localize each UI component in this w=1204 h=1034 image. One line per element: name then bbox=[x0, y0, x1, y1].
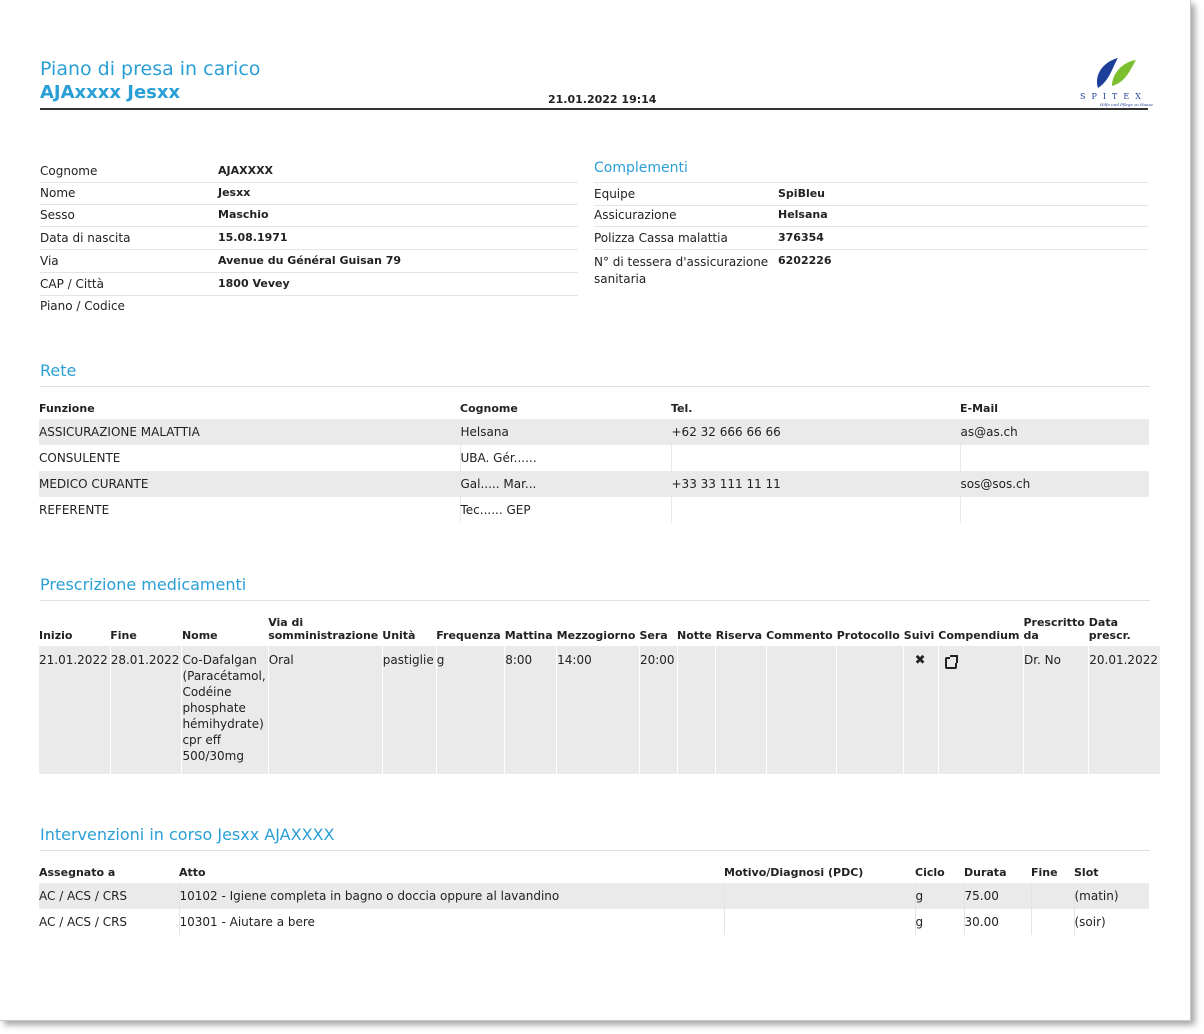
cell-slot: (soir) bbox=[1074, 909, 1149, 935]
cell-email: as@as.ch bbox=[960, 419, 1149, 445]
col-data-line2: prescr. bbox=[1088, 629, 1131, 642]
cell-assegnato: AC / ACS / CRS bbox=[39, 883, 179, 909]
field-value: 15.08.1971 bbox=[218, 231, 288, 244]
cell-nome bbox=[182, 646, 268, 774]
nome-line: phosphate bbox=[182, 701, 246, 715]
cell-funzione: CONSULENTE bbox=[39, 445, 460, 471]
cell-fine: 28.01.2022 bbox=[110, 646, 182, 774]
cell-tel bbox=[671, 445, 960, 471]
cell-unita: pastiglie bbox=[382, 646, 436, 774]
col-prescritto-line1: Prescritto bbox=[1023, 616, 1085, 629]
field-label: Piano / Codice bbox=[40, 299, 125, 313]
cell-funzione: REFERENTE bbox=[39, 497, 460, 523]
complementi-row bbox=[594, 182, 1148, 206]
cell-atto: 10301 - Aiutare a bere bbox=[179, 909, 724, 935]
field-label: Via bbox=[40, 254, 59, 268]
complementi-row bbox=[594, 204, 1148, 227]
nome-line: Codéine bbox=[182, 685, 232, 699]
col-suivi: Suivi bbox=[903, 629, 935, 642]
field-label: Nome bbox=[40, 186, 76, 200]
cell-via: Oral bbox=[268, 646, 382, 774]
close-icon[interactable]: ✖ bbox=[914, 653, 926, 668]
col-riserva: Riserva bbox=[715, 629, 763, 642]
table-header-row bbox=[39, 614, 1160, 646]
table-row bbox=[39, 497, 1149, 523]
personal-row bbox=[40, 182, 578, 205]
cell-mattina: 8:00 bbox=[505, 646, 557, 774]
interventi-table bbox=[39, 864, 1149, 935]
cell-durata: 30.00 bbox=[964, 909, 1031, 935]
nome-line: cpr eff bbox=[182, 733, 222, 747]
col-data-line1: Data bbox=[1088, 616, 1119, 629]
header-divider bbox=[40, 108, 1148, 110]
field-value: Maschio bbox=[218, 208, 269, 221]
field-label-line1: N° di tessera d'assicurazione bbox=[594, 255, 769, 269]
rete-table bbox=[39, 400, 1149, 523]
external-link-icon[interactable] bbox=[945, 655, 957, 667]
field-value: Helsana bbox=[778, 208, 828, 221]
field-label: Data di nascita bbox=[40, 231, 131, 245]
cell-durata: 75.00 bbox=[964, 883, 1031, 909]
col-fine: Fine bbox=[110, 629, 137, 642]
spitex-leaf-icon bbox=[1076, 54, 1150, 92]
col-mattina: Mattina bbox=[504, 629, 553, 642]
field-label bbox=[594, 254, 768, 288]
cell-funzione: MEDICO CURANTE bbox=[39, 471, 460, 497]
cell-slot: (matin) bbox=[1074, 883, 1149, 909]
field-label-line2: sanitaria bbox=[594, 272, 647, 286]
patient-name: AJAxxxx Jesxx bbox=[40, 82, 181, 103]
nome-line: hémihydrate) bbox=[182, 717, 264, 731]
col-compendium: Compendium bbox=[938, 629, 1020, 642]
col-durata: Durata bbox=[964, 866, 1007, 879]
cell-assegnato: AC / ACS / CRS bbox=[39, 909, 179, 935]
col-notte: Notte bbox=[677, 629, 712, 642]
col-cognome: Cognome bbox=[460, 402, 518, 415]
col-via-line1: Via di bbox=[268, 616, 304, 629]
table-row bbox=[39, 445, 1149, 471]
cell-cognome: Helsana bbox=[460, 419, 671, 445]
personal-row bbox=[40, 227, 578, 250]
nome-line: Co-Dafalgan bbox=[182, 653, 257, 667]
cell-frequenza: g bbox=[436, 646, 505, 774]
cell-suivi[interactable] bbox=[904, 646, 938, 774]
col-inizio: Inizio bbox=[39, 629, 73, 642]
rete-divider bbox=[40, 386, 1150, 387]
col-mezzogiorno: Mezzogiorno bbox=[556, 629, 636, 642]
col-prescritto-line2: da bbox=[1023, 629, 1039, 642]
cell-fine bbox=[1031, 909, 1074, 935]
personal-row bbox=[40, 295, 578, 317]
col-slot: Slot bbox=[1074, 866, 1099, 879]
col-prescritto bbox=[1023, 614, 1088, 646]
cell-protocollo bbox=[837, 646, 904, 774]
cell-prescritto: Dr. No bbox=[1023, 646, 1088, 774]
table-header-row bbox=[39, 400, 1149, 419]
col-sera: Sera bbox=[639, 629, 668, 642]
interventi-divider bbox=[40, 850, 1150, 851]
field-value: Jesxx bbox=[218, 186, 251, 199]
cell-commento bbox=[766, 646, 837, 774]
spitex-logo bbox=[1076, 54, 1153, 108]
table-row bbox=[39, 419, 1149, 445]
cell-funzione: ASSICURAZIONE MALATTIA bbox=[39, 419, 460, 445]
cell-data-prescr: 20.01.2022 bbox=[1089, 646, 1160, 774]
cell-email bbox=[960, 445, 1149, 471]
col-nome: Nome bbox=[181, 629, 218, 642]
cell-email bbox=[960, 497, 1149, 523]
col-assegnato: Assegnato a bbox=[39, 866, 116, 879]
medicamenti-table bbox=[39, 614, 1160, 774]
table-row bbox=[39, 909, 1149, 935]
field-value: SpiBleu bbox=[778, 187, 826, 200]
complementi-row bbox=[594, 250, 1148, 290]
cell-tel: +33 33 111 11 11 bbox=[671, 471, 960, 497]
field-label: CAP / Città bbox=[40, 277, 104, 291]
field-label: Polizza Cassa malattia bbox=[594, 231, 728, 245]
field-value: 6202226 bbox=[778, 254, 832, 267]
col-ciclo: Ciclo bbox=[915, 866, 945, 879]
cell-ciclo: g bbox=[915, 909, 964, 935]
field-label: Equipe bbox=[594, 187, 636, 201]
col-via bbox=[268, 614, 382, 646]
cell-sera: 20:00 bbox=[639, 646, 677, 774]
cell-tel: +62 32 666 66 66 bbox=[671, 419, 960, 445]
field-value: 1800 Vevey bbox=[218, 277, 290, 290]
complementi-row bbox=[594, 227, 1148, 250]
col-frequenza: Frequenza bbox=[436, 629, 501, 642]
interventi-title: Intervenzioni in corso Jesxx AJAXXXX bbox=[40, 825, 335, 844]
cell-fine bbox=[1031, 883, 1074, 909]
medicamenti-divider bbox=[40, 600, 1150, 601]
personal-row bbox=[40, 204, 578, 227]
field-label: Sesso bbox=[40, 208, 75, 222]
col-email: E-Mail bbox=[960, 402, 998, 415]
field-value: 376354 bbox=[778, 231, 824, 244]
complementi-title: Complementi bbox=[594, 160, 688, 176]
nome-line: (Paracétamol, bbox=[182, 669, 266, 683]
table-row bbox=[39, 471, 1149, 497]
cell-mezzogiorno: 14:00 bbox=[557, 646, 640, 774]
field-label: Assicurazione bbox=[594, 208, 677, 222]
rete-title: Rete bbox=[40, 361, 77, 380]
print-datetime: 21.01.2022 19:14 bbox=[548, 93, 657, 106]
cell-inizio: 21.01.2022 bbox=[39, 646, 110, 774]
logo-tagline: Hilfe und Pflege zu Hause bbox=[1100, 102, 1153, 107]
col-fine: Fine bbox=[1031, 866, 1058, 879]
field-label: Cognome bbox=[40, 164, 98, 178]
col-tel: Tel. bbox=[671, 402, 693, 415]
table-row bbox=[39, 883, 1149, 909]
cell-motivo bbox=[724, 883, 915, 909]
cell-email: sos@sos.ch bbox=[960, 471, 1149, 497]
field-value: AJAXXXX bbox=[218, 164, 274, 177]
medicamenti-title: Prescrizione medicamenti bbox=[40, 575, 247, 594]
personal-row bbox=[40, 250, 578, 273]
col-protocollo: Protocollo bbox=[836, 629, 900, 642]
cell-cognome: Tec...... GEP bbox=[460, 497, 671, 523]
table-row bbox=[39, 646, 1160, 774]
logo-word: SPITEX bbox=[1080, 92, 1147, 101]
col-via-line2: somministrazione bbox=[268, 629, 379, 642]
personal-row bbox=[40, 273, 578, 296]
cell-motivo bbox=[724, 909, 915, 935]
col-atto: Atto bbox=[179, 866, 206, 879]
cell-ciclo: g bbox=[915, 883, 964, 909]
col-commento: Commento bbox=[766, 629, 833, 642]
table-header-row bbox=[39, 864, 1149, 883]
personal-row bbox=[40, 160, 578, 183]
col-unita: Unità bbox=[382, 629, 416, 642]
cell-compendium[interactable] bbox=[938, 646, 1023, 774]
cell-riserva bbox=[716, 646, 766, 774]
cell-cognome: UBA. Gér...... bbox=[460, 445, 671, 471]
col-funzione: Funzione bbox=[39, 402, 95, 415]
cell-notte bbox=[677, 646, 716, 774]
nome-line: 500/30mg bbox=[182, 749, 244, 763]
cell-cognome: Gal..... Mar... bbox=[460, 471, 671, 497]
page-title: Piano di presa in carico bbox=[40, 58, 261, 80]
col-motivo: Motivo/Diagnosi (PDC) bbox=[724, 866, 864, 879]
col-data-prescr bbox=[1089, 614, 1160, 646]
field-value: Avenue du Général Guisan 79 bbox=[218, 254, 402, 267]
cell-tel bbox=[671, 497, 960, 523]
cell-atto: 10102 - Igiene completa in bagno o doccia oppure al lavandino bbox=[179, 883, 724, 909]
